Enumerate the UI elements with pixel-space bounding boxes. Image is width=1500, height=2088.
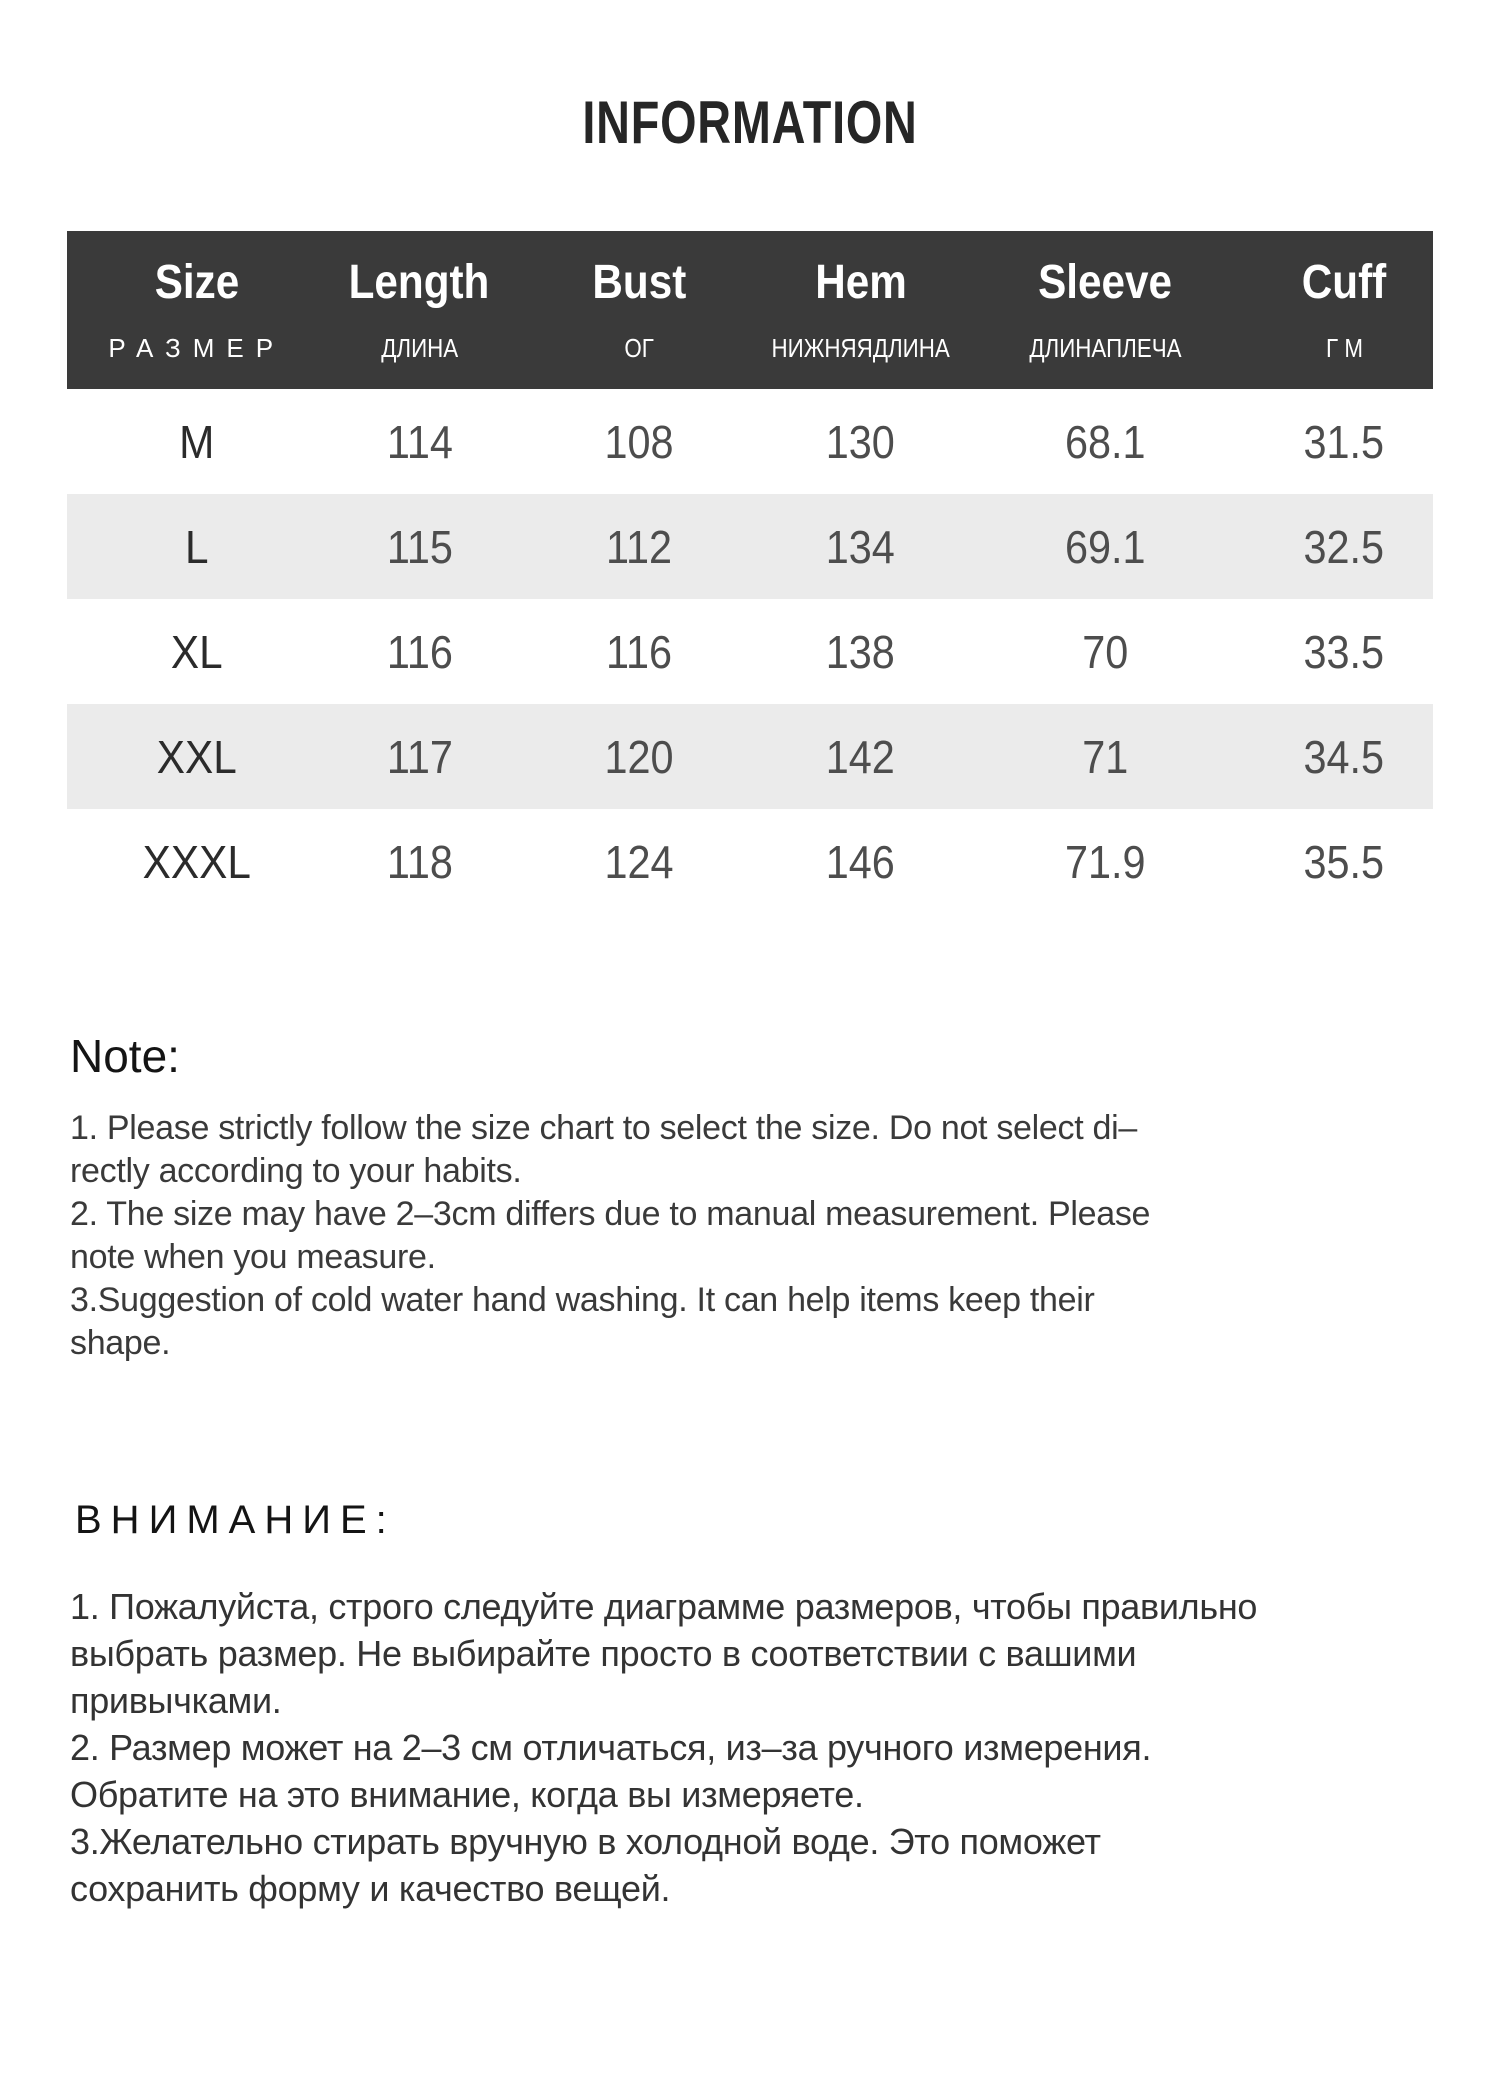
size-cell: XL xyxy=(170,625,223,678)
table-row-xxl xyxy=(67,704,1433,809)
header-cell-cuff xyxy=(1255,231,1433,389)
size-cell: XXL xyxy=(156,730,237,783)
header-cell-size xyxy=(67,231,327,389)
cuff-cell: 32.5 xyxy=(1303,520,1385,573)
cuff-cell: 31.5 xyxy=(1303,415,1385,468)
header-label-bust-en: Bust xyxy=(592,256,687,309)
hem-cell: 138 xyxy=(826,625,896,678)
attention-line: 2. Размер может на 2–3 см отличаться, из–за ручного измерения. xyxy=(70,1726,1152,1768)
header-cell-sleeve xyxy=(955,231,1256,389)
attention-line: Обратите на это внимание, когда вы измеряете. xyxy=(70,1773,864,1815)
cuff-cell: 34.5 xyxy=(1303,730,1385,783)
table-row-m xyxy=(67,389,1433,494)
header-cell-bust xyxy=(512,231,766,389)
size-table-header xyxy=(67,231,1433,389)
note-text xyxy=(70,1107,1500,1365)
sleeve-cell: 71 xyxy=(1082,730,1129,783)
hem-cell: 146 xyxy=(826,835,896,888)
header-label-length-ru: ДЛИНА xyxy=(380,333,458,363)
table-row-xxxl xyxy=(67,809,1433,914)
header-label-cuff-en: Cuff xyxy=(1301,256,1387,309)
attention-line: сохранить форму и качество вещей. xyxy=(70,1867,671,1909)
hem-cell: 134 xyxy=(826,520,896,573)
size-table xyxy=(67,231,1433,914)
attention-line: выбрать размер. Не выбирайте просто в соответствии с вашими xyxy=(70,1632,1137,1674)
header-label-size-en: Size xyxy=(154,256,240,309)
attention-heading: ВНИМАНИЕ: xyxy=(75,1497,396,1542)
bust-cell: 112 xyxy=(606,520,673,573)
length-cell: 116 xyxy=(386,625,453,678)
note-line: shape. xyxy=(70,1323,171,1362)
sleeve-cell: 71.9 xyxy=(1064,835,1146,888)
bust-cell: 124 xyxy=(604,835,674,888)
length-cell: 117 xyxy=(386,730,453,783)
page-title: INFORMATION xyxy=(582,89,918,156)
sleeve-cell: 68.1 xyxy=(1064,415,1146,468)
note-line: 1. Please strictly follow the size chart to select the size. Do not select di– xyxy=(70,1108,1137,1147)
size-cell: XXXL xyxy=(142,835,251,888)
header-label-size-ru: РАЗМЕР xyxy=(108,333,286,363)
size-cell: L xyxy=(184,520,209,573)
note-line: 3.Suggestion of cold water hand washing. It can help items keep their xyxy=(70,1280,1095,1319)
cuff-cell: 35.5 xyxy=(1303,835,1385,888)
cuff-cell: 33.5 xyxy=(1303,625,1385,678)
header-label-length-en: Length xyxy=(349,256,490,309)
note-heading: Note: xyxy=(70,1030,180,1082)
header-label-hem-en: Hem xyxy=(814,256,907,309)
note-line: rectly according to your habits. xyxy=(70,1151,522,1190)
attention-text xyxy=(70,1583,1500,1912)
header-cell-hem xyxy=(766,231,955,389)
note-line: note when you measure. xyxy=(70,1237,436,1276)
hem-cell: 130 xyxy=(826,415,896,468)
bust-cell: 120 xyxy=(604,730,674,783)
header-label-bust-ru: ОГ xyxy=(624,333,655,363)
bust-cell: 116 xyxy=(606,625,673,678)
sleeve-cell: 70 xyxy=(1082,625,1129,678)
header-label-hem-ru: НИЖНЯЯДЛИНА xyxy=(771,333,950,363)
attention-line: привычками. xyxy=(70,1679,282,1721)
attention-line: 3.Желательно стирать вручную в холодной воде. Это поможет xyxy=(70,1820,1101,1862)
sleeve-cell: 69.1 xyxy=(1064,520,1146,573)
length-cell: 118 xyxy=(386,835,453,888)
hem-cell: 142 xyxy=(826,730,896,783)
length-cell: 114 xyxy=(386,415,453,468)
bust-cell: 108 xyxy=(604,415,674,468)
table-row-xl xyxy=(67,599,1433,704)
size-cell: M xyxy=(179,415,215,468)
table-row-l xyxy=(67,494,1433,599)
header-label-sleeve-en: Sleeve xyxy=(1038,256,1173,309)
header-cell-length xyxy=(327,231,513,389)
length-cell: 115 xyxy=(386,520,453,573)
note-line: 2. The size may have 2–3cm differs due to manual measurement. Please xyxy=(70,1194,1151,1233)
attention-line: 1. Пожалуйста, строго следуйте диаграмме размеров, чтобы правильно xyxy=(70,1585,1258,1627)
header-label-cuff-ru: Г М xyxy=(1325,333,1363,363)
header-label-sleeve-ru: ДЛИНАПЛЕЧА xyxy=(1029,333,1182,363)
